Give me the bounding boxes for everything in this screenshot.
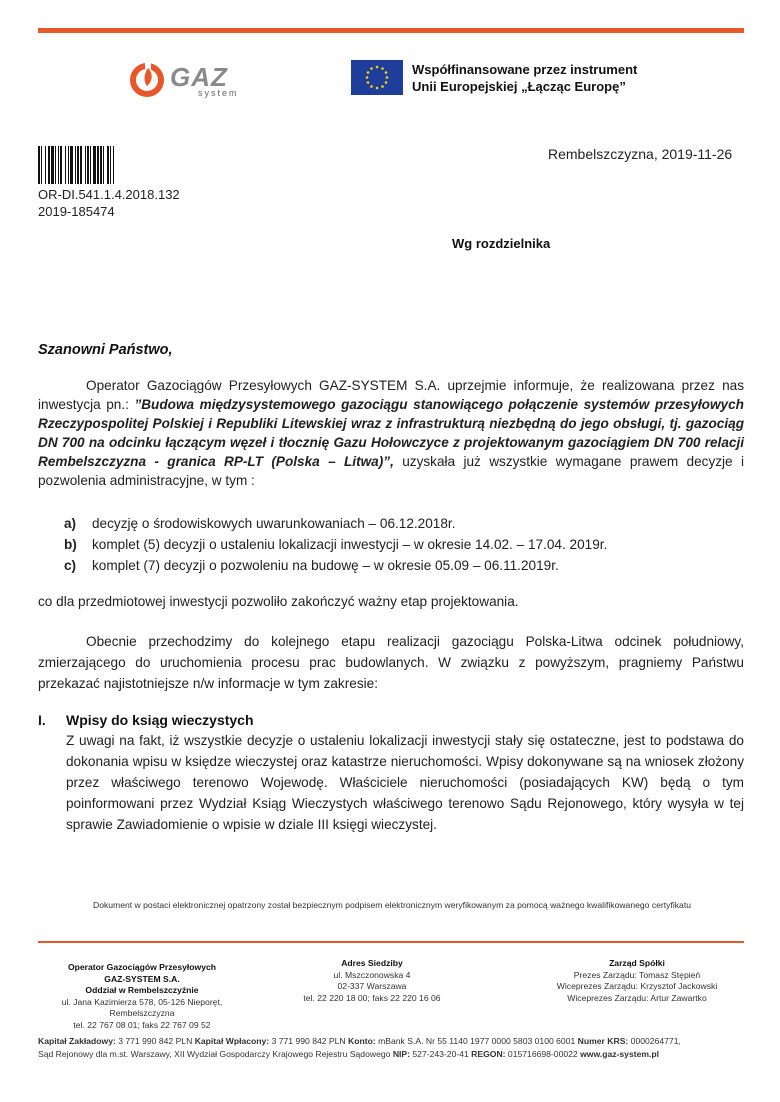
- section-title: Wpisy do ksiąg wieczystych: [66, 712, 254, 728]
- footer-legal-info: [38, 1035, 744, 1060]
- list-text: komplet (5) decyzji o ustaleniu lokalizacji inwestycji – w okresie 14.02. – 17.04. 2019r.: [92, 537, 608, 552]
- section-number: I.: [38, 712, 46, 728]
- list-letter: a): [64, 516, 77, 531]
- legal-key: NIP:: [392, 1048, 410, 1059]
- flame-icon: [128, 60, 168, 100]
- gaz-system-logo: [128, 60, 278, 100]
- list-item: [64, 534, 607, 555]
- legal-key: Kapitał Wpłacony:: [194, 1036, 270, 1046]
- paragraph-next-stage: Obecnie przechodzimy do kolejnego etapu realizacji gazociągu Polska-Litwa odcinek południowy, zmierzającego do uruchomienia procesu prac budowlanych. W związku z powyższym, pragniemy Państwu przekazać najistotniejsze n/w informacje w tym zakresie:: [38, 634, 744, 691]
- footer-branch-street: ul. Jana Kazimierza 578, 05-126 Nieporęt,: [61, 996, 223, 1007]
- registration-number: 2019-185474: [38, 204, 115, 219]
- footer-board-vp1: Wiceprezes Zarządu: Krzysztof Jackowski: [556, 981, 718, 991]
- legal-key: REGON:: [471, 1048, 506, 1059]
- footer-branch-name: Oddział w Rembelszczyźnie: [85, 985, 199, 995]
- logo-subtext: system: [198, 88, 239, 98]
- list-item: [64, 513, 607, 534]
- footer-board-president: Prezes Zarządu: Tomasz Stępień: [573, 969, 701, 980]
- footer-branch-phone: tel. 22 767 08 01; faks 22 767 09 52: [73, 1019, 211, 1030]
- list-text: decyzję o środowiskowych uwarunkowaniach – 06.12.2018r.: [92, 516, 456, 531]
- footer-management-board: [542, 958, 732, 1004]
- intro-tail: uzyskała już wszystkie wymagane prawem decyzje i pozwolenia administracyjne, w tym :: [38, 454, 744, 488]
- list-letter: c): [64, 558, 77, 573]
- e-signature-note: Dokument w postaci elektronicznej opatrzony został bezpiecznym podpisem elektronicznym weryfikowanym za pomocą ważnego kwalifikowanego certyfikatu: [92, 900, 692, 910]
- investment-title: ”Budowa międzysystemowego gazociągu stanowiącego połączenie systemów przesyłowych Rzeczypospolitej Polskiej i Republiki Litewskiej wraz z infrastrukturą niezbędną do jego obsługi, tj. gazociąg DN 700 na odcinku łączącym węzeł i tłocznię Gazu Hołowczyce z projektowanym gazociągiem DN 700 relacji Rembelszczyzna - granica RP-LT (Polska – Litwa)”,: [38, 397, 744, 469]
- footer-hq-city: 02-337 Warszawa: [337, 981, 407, 991]
- footer-company-short: GAZ-SYSTEM S.A.: [104, 973, 180, 984]
- legal-value: 3 771 990 842 PLN: [115, 1036, 195, 1046]
- footer-hq-heading: Adres Siedziby: [341, 958, 403, 968]
- legal-key: Kapitał Zakładowy:: [38, 1036, 116, 1046]
- intro-lead: Operator Gazociągów Przesyłowych GAZ-SYSTEM S.A. uprzejmie informuje, że realizowana przez nas inwestycja pn.:: [38, 378, 744, 412]
- footer-headquarters: [282, 958, 462, 1004]
- recipient: Wg rozdzielnika: [452, 236, 551, 251]
- legal-value: mBank S.A. Nr 55 1140 1977 0000 5803 0100 6001: [375, 1036, 578, 1046]
- barcode: [38, 146, 178, 184]
- eu-funding-line-2: Unii Europejskiej „Łącząc Europę”: [412, 79, 626, 94]
- footer-branch-city: Rembelszczyzna: [109, 1008, 175, 1018]
- legal-key: Numer KRS:: [577, 1036, 629, 1046]
- legal-value: 3 771 990 842 PLN: [269, 1036, 349, 1046]
- place-and-date: Rembelszczyzna, 2019-11-26: [548, 146, 733, 162]
- legal-value: Sąd Rejonowy dla m.st. Warszawy, XII Wydział Gospodarczy Krajowego Rejestru Sądowego: [38, 1048, 393, 1059]
- header-accent-line: [38, 28, 744, 33]
- website-link: www.gaz-system.pl: [580, 1048, 660, 1059]
- footer-board-heading: Zarząd Spółki: [609, 958, 665, 968]
- legal-key: Konto:: [348, 1036, 376, 1046]
- footer-company-name: Operator Gazociągów Przesyłowych: [67, 962, 217, 972]
- legal-value: 015716698-00022: [505, 1048, 581, 1059]
- footer-branch-address: [52, 962, 232, 1031]
- footer-accent-line: [38, 941, 744, 943]
- legal-value: 0000264771,: [628, 1036, 681, 1046]
- logo-wordmark: GAZ: [170, 62, 228, 92]
- footer-hq-street: ul. Mszczonowska 4: [333, 969, 411, 980]
- legal-value: 527-243-20-41: [410, 1048, 472, 1059]
- list-letter: b): [64, 537, 77, 552]
- paragraph-intro: [38, 376, 744, 490]
- section-body: Z uwagi na fakt, iż wszystkie decyzje o ustaleniu lokalizacji inwestycji stały się ostateczne, jest to podstawa do dokonania wpisu w księdze wieczystej oraz katastrze nieruchomości. Wpisy dokonywane są na wniosek złożony przez właściwego terenowo Wojewodę. Właściciele nieruchomości (posiadających KW) będą o tym poinformowani przez Wydział Ksiąg Wieczystych właściwego terenowo Sądu Rejonowego, który wysyła w tej sprawie Zawiadomienie o wpisie w dziale III księgi wieczystej.: [66, 733, 744, 832]
- eu-funding-line-1: Współfinansowane przez instrument: [412, 62, 638, 77]
- eu-flag-icon: [351, 60, 403, 95]
- list-item: [64, 555, 607, 576]
- document-number: OR-DI.541.1.4.2018.132: [38, 187, 180, 202]
- list-text: komplet (7) decyzji o pozwoleniu na budowę – w okresie 05.09 – 06.11.2019r.: [92, 558, 559, 573]
- paragraph-summary: co dla przedmiotowej inwestycji pozwoliło zakończyć ważny etap projektowania.: [38, 594, 519, 609]
- decisions-list: [64, 513, 607, 576]
- greeting: Szanowni Państwo,: [38, 342, 173, 358]
- footer-hq-phone: tel. 22 220 18 00; faks 22 220 16 06: [303, 992, 441, 1003]
- document-reference: [38, 186, 180, 220]
- eu-funding-note: [412, 61, 637, 95]
- footer-board-vp2: Wiceprezes Zarządu: Artur Zawartko: [567, 992, 707, 1003]
